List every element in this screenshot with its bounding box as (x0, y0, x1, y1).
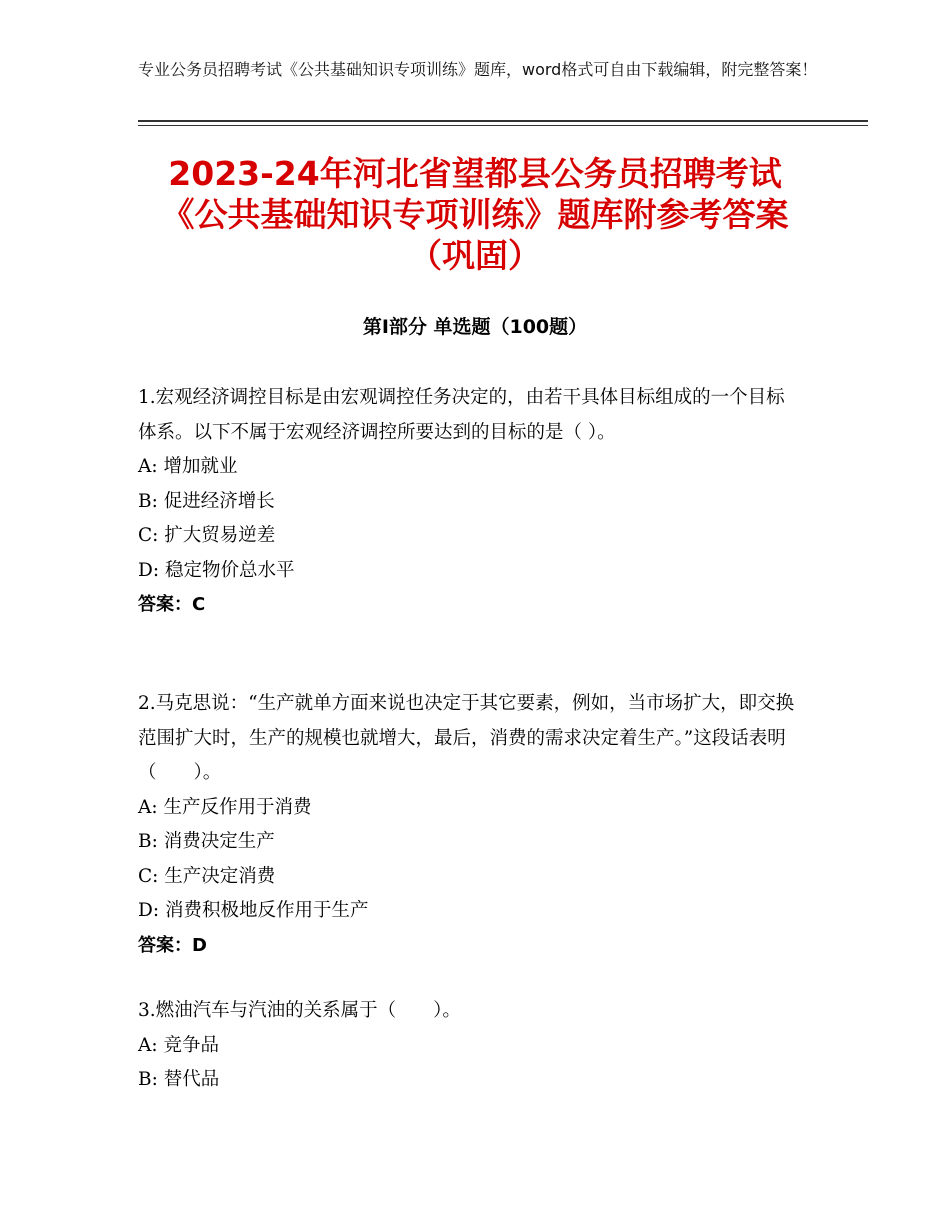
option-label: A: (138, 796, 158, 818)
question-stem: 1.宏观经济调控目标是由宏观调控任务决定的，由若干具体目标组成的一个目标体系。以下不属于宏观经济调控所要达到的目标的是（ ）。 (138, 387, 785, 443)
option-label: A: (138, 456, 158, 477)
option-d (138, 554, 798, 589)
option-a (138, 1029, 798, 1064)
option-d (138, 894, 798, 929)
option-text: 消费积极地反作用于生产 (164, 900, 369, 921)
header-note: 专业公务员招聘考试《公共基础知识专项训练》题库，word格式可自由下载编辑，附完整答案！ (138, 60, 818, 79)
option-text: 消费决定生产 (163, 831, 275, 852)
question-stem: 3.燃油汽车与汽油的关系属于（ ）。 (138, 1000, 461, 1021)
option-text: 替代品 (163, 1069, 220, 1090)
option-text: 促进经济增长 (163, 490, 275, 512)
option-text: 生产反作用于消费 (163, 796, 312, 818)
section-heading: 第Ⅰ部分 单选题（100题） (362, 316, 588, 338)
question-2 (138, 687, 798, 963)
option-c (138, 519, 798, 554)
option-label: B: (138, 831, 158, 852)
option-label: D: (138, 559, 160, 581)
option-c (138, 860, 798, 895)
question-1 (138, 381, 798, 623)
header-rule-thin (138, 125, 868, 126)
option-label: B: (138, 490, 158, 512)
option-label: D: (138, 900, 160, 921)
answer-line: 答案：C (138, 594, 206, 615)
option-text: 增加就业 (163, 456, 238, 477)
option-a (138, 450, 798, 485)
option-text: 生产决定消费 (164, 865, 276, 887)
option-text: 稳定物价总水平 (164, 559, 295, 581)
option-b (138, 485, 798, 520)
option-b (138, 825, 798, 860)
option-a (138, 791, 798, 826)
document-title: 2023-24年河北省望都县公务员招聘考试《公共基础知识专项训练》题库附参考答案（巩固） (161, 154, 789, 275)
option-label: A: (138, 1034, 158, 1056)
option-label: C: (138, 865, 159, 887)
option-text: 扩大贸易逆差 (164, 525, 276, 546)
header-rule-thick (138, 120, 868, 122)
answer-line: 答案：D (138, 934, 207, 956)
option-label: B: (138, 1069, 158, 1090)
option-text: 竞争品 (163, 1034, 219, 1056)
question-stem: 2.马克思说：“生产就单方面来说也决定于其它要素，例如，当市场扩大，即交换范围扩大时，生产的规模也就增大，最后，消费的需求决定着生产。”这段话表明（ ）。 (138, 693, 795, 783)
question-3 (138, 994, 798, 1098)
option-b (138, 1063, 798, 1098)
option-label: C: (138, 525, 159, 546)
